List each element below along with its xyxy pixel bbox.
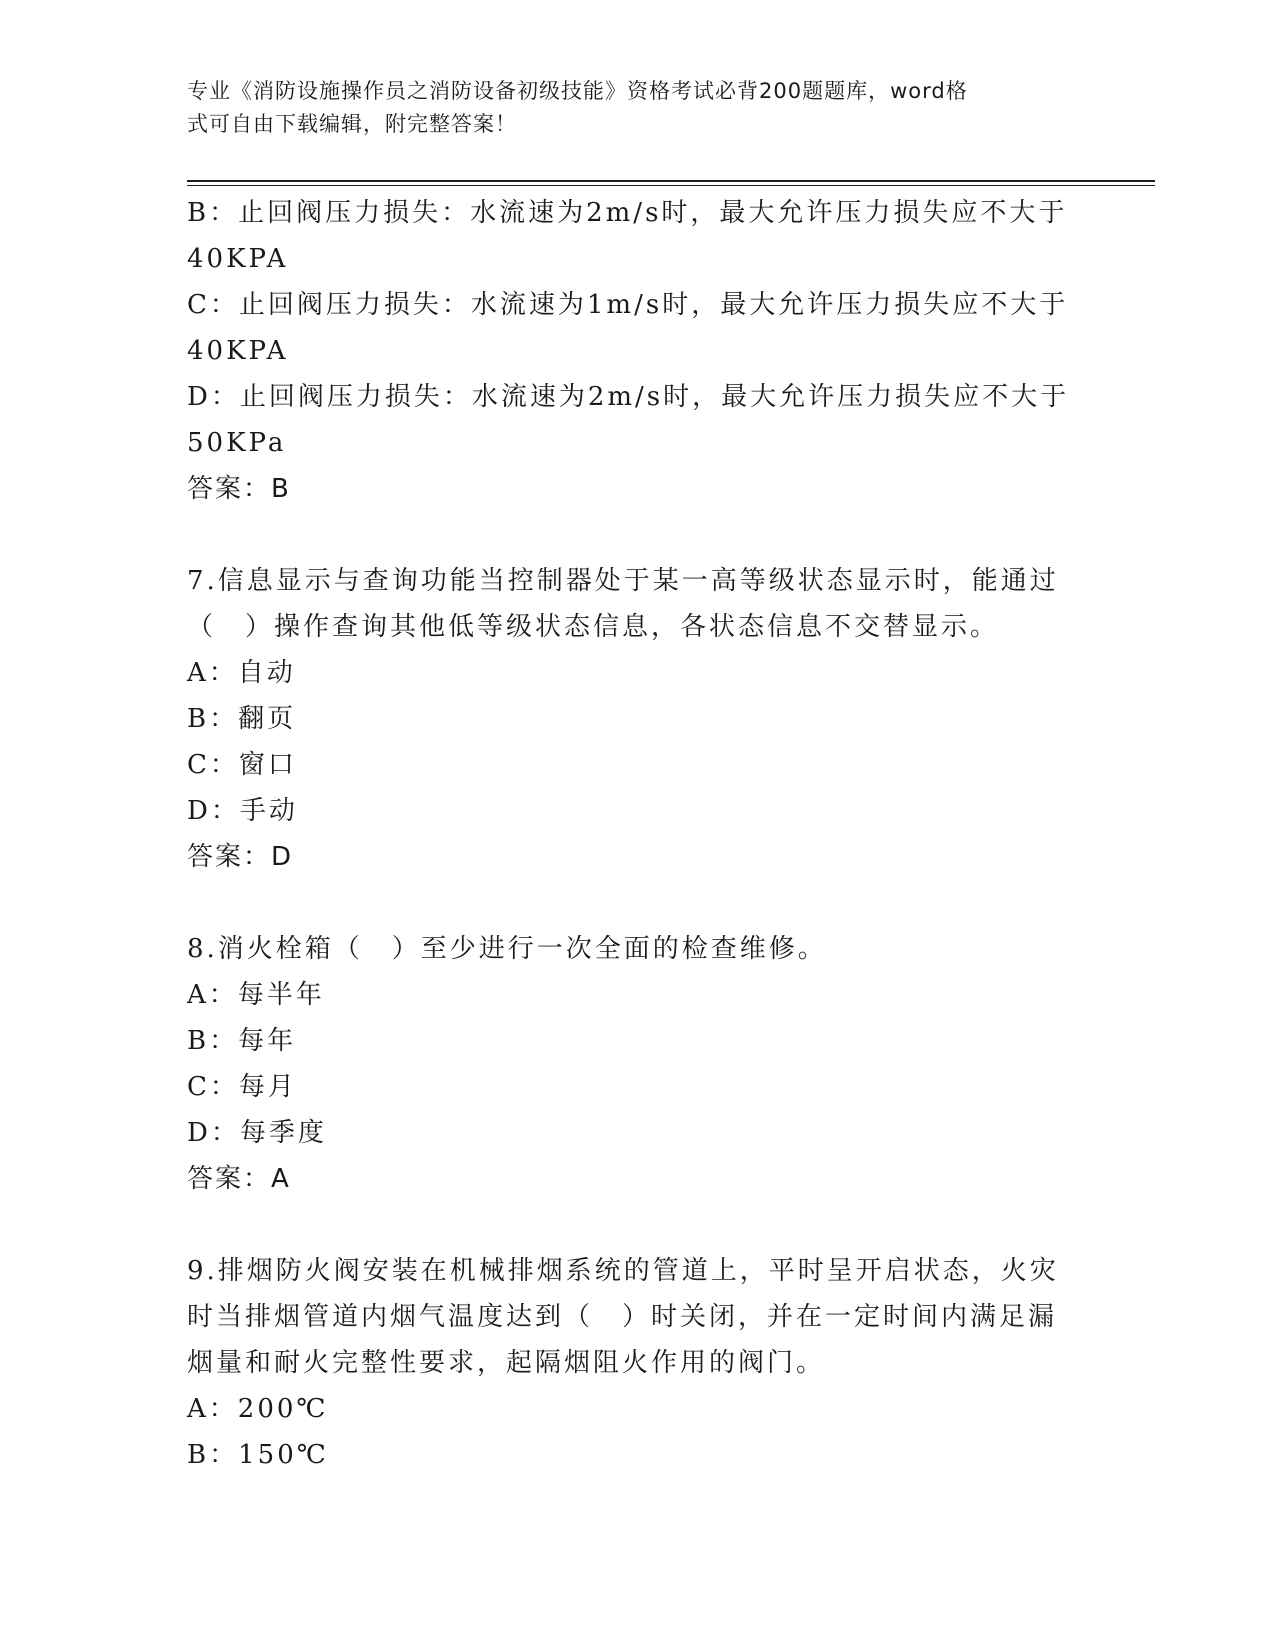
option-b: B：翻页	[187, 704, 297, 734]
option-a: A：200℃	[187, 1394, 329, 1424]
option-b: B：150℃	[187, 1440, 329, 1470]
question-stem-line-1: 8.消火栓箱（ ）至少进行一次全面的检查维修。	[187, 934, 827, 964]
answer-label: 答案：D	[187, 842, 294, 872]
option-b-line-2: 40KPA	[187, 244, 289, 274]
option-d-line-2: 50KPa	[187, 428, 287, 458]
question-9	[187, 1248, 1067, 1478]
header-divider-thick	[187, 180, 1155, 182]
option-d: D：每季度	[187, 1118, 327, 1148]
question-stem-line-3: 烟量和耐火完整性要求，起隔烟阻火作用的阀门。	[187, 1348, 826, 1378]
option-d: D：手动	[187, 796, 298, 826]
answer-label: 答案：A	[187, 1164, 291, 1194]
header-line-2: 式可自由下载编辑，附完整答案！	[187, 112, 517, 136]
option-b: B：每年	[187, 1026, 297, 1056]
question-6	[187, 190, 1070, 512]
option-c: C：窗口	[187, 750, 297, 780]
option-c: C：每月	[187, 1072, 297, 1102]
option-a: A：每半年	[187, 980, 325, 1010]
option-c-line-1: C：止回阀压力损失：水流速为1m/s时，最大允许压力损失应不大于	[187, 290, 1069, 320]
document-header	[187, 75, 1067, 141]
option-c-line-2: 40KPA	[187, 336, 289, 366]
question-stem-line-1: 9.排烟防火阀安装在机械排烟系统的管道上，平时呈开启状态，火灾	[187, 1256, 1059, 1286]
question-stem-line-2: 时当排烟管道内烟气温度达到（ ）时关闭，并在一定时间内满足漏	[187, 1302, 1058, 1332]
option-d-line-1: D：止回阀压力损失：水流速为2m/s时，最大允许压力损失应不大于	[187, 382, 1070, 412]
answer-label: 答案：B	[187, 474, 291, 504]
option-b-line-1: B：止回阀压力损失：水流速为2m/s时，最大允许压力损失应不大于	[187, 198, 1068, 228]
question-stem-line-1: 7.信息显示与查询功能当控制器处于某一高等级状态显示时，能通过	[187, 566, 1059, 596]
question-stem-line-2: （ ）操作查询其他低等级状态信息，各状态信息不交替显示。	[187, 612, 1000, 642]
header-line-1: 专业《消防设施操作员之消防设备初级技能》资格考试必背200题题库，word格	[187, 79, 968, 103]
header-divider-thin	[187, 185, 1155, 186]
question-8	[187, 926, 1067, 1202]
option-a: A：自动	[187, 658, 296, 688]
question-7	[187, 558, 1067, 880]
question-list	[187, 190, 1070, 1478]
